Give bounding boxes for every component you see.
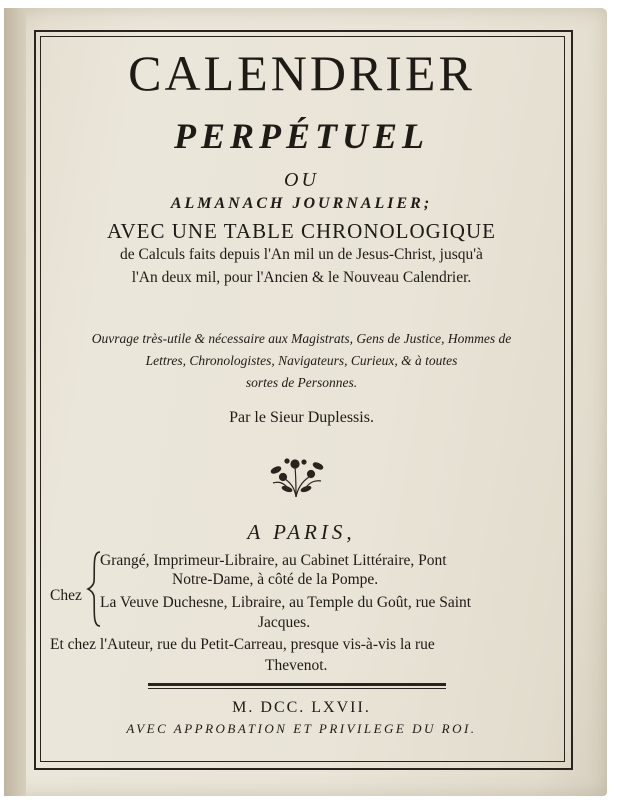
imprint-city: A PARIS, <box>247 520 356 544</box>
author-line: Par le Sieur Duplessis. <box>229 409 374 426</box>
imprint-grange-line-1: Grangé, Imprimeur-Libraire, au Cabinet Littéraire, Pont <box>100 552 447 569</box>
title-perpetuel: PERPÉTUEL <box>173 116 429 156</box>
imprint-auteur-line-2: Thevenot. <box>265 657 328 674</box>
double-rule-thick <box>148 683 446 686</box>
flower-ornament-icon <box>265 453 327 499</box>
imprint-duchesne-line-2: Jacques. <box>258 614 311 631</box>
subtitle-table: AVEC UNE TABLE CHRONOLOGIQUE <box>107 219 496 243</box>
description-line-1: Ouvrage très-utile & nécessaire aux Magistrats, Gens de Justice, Hommes de <box>91 331 512 346</box>
imprint-chez: Chez <box>50 587 82 604</box>
imprint-duchesne-line-1: La Veuve Duchesne, Libraire, au Temple du Goût, rue Saint <box>100 594 472 611</box>
title-calendrier: CALENDRIER <box>128 45 475 101</box>
imprint-auteur-line-1: Et chez l'Auteur, rue du Petit-Carreau, presque vis-à-vis la rue <box>50 636 435 653</box>
publication-date: M. DCC. LXVII. <box>232 699 371 716</box>
approval-line: AVEC APPROBATION ET PRIVILEGE DU ROI. <box>126 721 477 736</box>
subtitle-calculs: de Calculs faits depuis l'An mil un de Jesus-Christ, jusqu'à <box>120 246 483 263</box>
description-line-2: Lettres, Chronologistes, Navigateurs, Curieux, & à toutes <box>145 353 458 368</box>
imprint-grange-line-2: Notre-Dame, à côté de la Pompe. <box>172 571 379 588</box>
subtitle-calendrier: l'An deux mil, pour l'Ancien & le Nouveau Calendrier. <box>131 269 472 286</box>
title-almanach: ALMANACH JOURNALIER; <box>170 195 433 212</box>
page-spine-edge <box>4 8 26 796</box>
title-ou: OU <box>284 169 319 191</box>
description-line-3: sortes de Personnes. <box>245 375 358 390</box>
double-rule-thin <box>148 688 446 689</box>
